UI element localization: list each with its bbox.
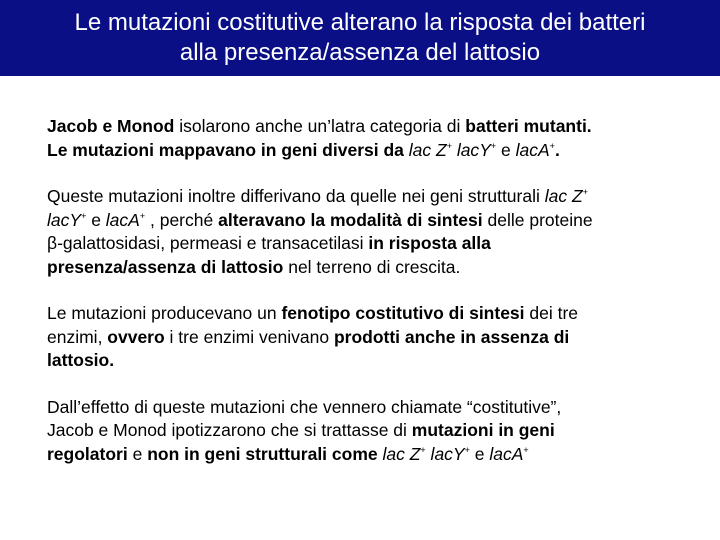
p1-lac-1: lac: [451, 139, 480, 160]
p2-y: Y: [69, 209, 82, 230]
p4-sup-1: +: [420, 444, 426, 455]
p3-constitutive-phenotype: fenotipo costitutivo di sintesi: [281, 303, 525, 323]
p4-lac-1: lac: [425, 443, 453, 464]
paragraph-2: [47, 185, 687, 279]
p3-lactose: lattosio.: [47, 350, 115, 370]
p3-text-4: i tre enzimi venivano: [164, 326, 334, 347]
p1-sup-3: +: [549, 140, 555, 151]
p4-lac-2: lac: [489, 443, 512, 464]
p2-and: e: [86, 209, 106, 230]
p4-sup-2: +: [464, 444, 470, 455]
p2-beta: β: [47, 233, 58, 253]
p4-regulators: regolatori: [47, 443, 128, 464]
p1-mutant-bacteria: batteri mutanti.: [465, 116, 592, 136]
p2-text-2: , perché: [145, 209, 219, 230]
p2-sup-1: +: [582, 187, 588, 198]
p2-lacz: lac Z: [544, 186, 583, 206]
p4-sup-3: +: [523, 444, 529, 455]
p1-sup-1: +: [446, 140, 452, 151]
title-line-2: alla presenza/assenza del lattosio: [179, 39, 541, 66]
paragraph-3: [47, 302, 687, 373]
p4-a: A: [511, 443, 524, 464]
p3-text-1: Le mutazioni producevano un: [47, 303, 282, 323]
p4-y: Y: [452, 443, 465, 464]
p1-lacz: lac Z: [408, 139, 447, 160]
p1-period: .: [554, 139, 560, 160]
p2-sup-2: +: [81, 210, 87, 221]
p1-lac-2: lac: [515, 139, 538, 160]
paragraph-4: [47, 396, 687, 467]
p1-y: Y: [479, 139, 491, 160]
p2-synthesis-mode: alteravano la modalità di sintesi: [218, 209, 483, 230]
title-line-1: Le mutazioni costitutive alterano la risposta dei batteri: [74, 9, 646, 36]
p2-lac-2: lac: [105, 209, 129, 230]
p1-text-1: isolarono anche un’latra categoria di: [174, 116, 466, 136]
p4-mutations-in-genes: mutazioni in geni: [411, 420, 555, 440]
p2-text-3: delle proteine: [482, 209, 593, 230]
p2-lac-1: lac: [47, 209, 70, 230]
p3-produced-absence: prodotti anche in assenza di: [333, 326, 570, 347]
paragraph-1: [47, 115, 687, 162]
p1-authors: Jacob e Monod: [47, 116, 175, 136]
p4-and-2: e: [469, 443, 490, 464]
p2-enzymes: -galattosidasi, permeasi e transacetilasi: [57, 233, 369, 253]
p2-text-1: Queste mutazioni inoltre differivano da quelle nei geni strutturali: [47, 186, 545, 206]
slide-title: [0, 0, 720, 76]
p3-ovvero: ovvero: [107, 326, 165, 347]
p1-and: e: [496, 139, 516, 160]
p2-response: in risposta alla: [368, 233, 491, 253]
p4-not-structural: non in geni strutturali come: [147, 443, 383, 464]
p4-lacz: lac Z: [382, 443, 421, 464]
p1-a: A: [537, 139, 550, 160]
p1-sup-2: +: [490, 140, 497, 151]
p4-and-1: e: [127, 443, 148, 464]
p2-text-4: nel terreno di crescita.: [283, 256, 461, 277]
p3-text-2: dei tre: [524, 303, 579, 323]
p2-a: A: [128, 209, 140, 230]
p2-sup-3: +: [139, 210, 146, 221]
slide-body: [47, 115, 687, 489]
p3-text-3: enzimi,: [47, 326, 108, 347]
p1-text-2: Le mutazioni mappavano in geni diversi da: [47, 139, 409, 160]
p2-lactose-presence: presenza/assenza di lattosio: [47, 256, 284, 277]
p4-text-2: Jacob e Monod ipotizzarono che si trattasse di: [47, 420, 412, 440]
p4-text-1: Dall’effetto di queste mutazioni che vennero chiamate “costitutive”,: [47, 396, 562, 417]
